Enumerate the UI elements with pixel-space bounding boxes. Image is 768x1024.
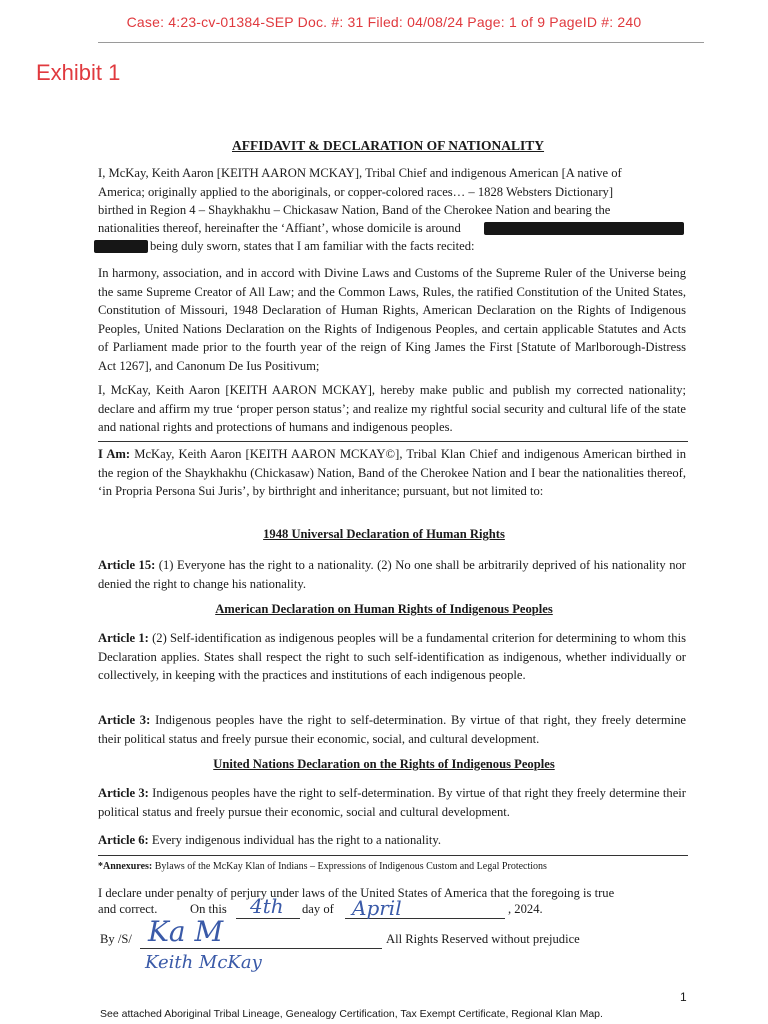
article-text: Indigenous peoples have the right to self-determination. By virtue of that right they freely determine their political status and freely pursue their economic, social and cultural development. bbox=[98, 786, 686, 819]
article-text: (1) Everyone has the right to a nationality. (2) No one shall be arbitrarily deprived of his nationality nor denied the right to change his nationality. bbox=[98, 558, 686, 591]
annexures-text: Bylaws of the McKay Klan of Indians – Expressions of Indigenous Custom and Legal Protections bbox=[152, 861, 547, 872]
intro-line-4: nationalities thereof, hereinafter the ‘Affiant’, whose domicile is around bbox=[98, 221, 461, 235]
and-correct-text: and correct. bbox=[98, 902, 158, 916]
month-handwritten: April bbox=[352, 896, 402, 920]
case-header: Case: 4:23-cv-01384-SEP Doc. #: 31 Filed: 04/08/24 Page: 1 of 9 PageID #: 240 bbox=[126, 14, 642, 30]
exhibit-label: Exhibit 1 bbox=[36, 60, 121, 85]
redaction-bar bbox=[484, 222, 684, 235]
i-am-paragraph bbox=[98, 445, 686, 501]
harmony-paragraph: In harmony, association, and in accord with Divine Laws and Customs of the Supreme Ruler of the Universe being the same Supreme Creator of All Law; and the Common Laws, Rules, the ratified Constitution of the United States, Constitution of Missouri, 1948 Declaration of Human Rights, American Declaration on the Rights of Indigenous Peoples, United Nations Declaration on the Rights of Indigenous Peoples, and certain applicable Statutes and Acts of Parliament made prior to the fourth year of the reign of King James the First [Statute of Marlborough-Distress Act 1267], and Canonum De Ius Positivum; bbox=[98, 266, 686, 373]
adrip-article-3 bbox=[98, 711, 686, 748]
adrip-heading: American Declaration on Human Rights of Indigenous Peoples bbox=[215, 602, 553, 616]
article-label: Article 3: bbox=[98, 786, 149, 800]
article-label: Article 3: bbox=[98, 713, 151, 727]
article-label: Article 1: bbox=[98, 631, 149, 645]
adrip-article-1 bbox=[98, 629, 686, 685]
signature-line bbox=[140, 948, 382, 949]
article-text: Indigenous peoples have the right to self-determination. By virtue of that right, they freely determine their political status and freely pursue their economic, social, and cultural development. bbox=[98, 713, 686, 746]
footer-note: See attached Aboriginal Tribal Lineage, Genealogy Certification, Tax Exempt Certificate, Regional Klan Map. bbox=[100, 1008, 603, 1020]
printed-name-handwritten: Keith McKay bbox=[145, 952, 262, 973]
intro-line-1: I, McKay, Keith Aaron [KEITH AARON MCKAY], Tribal Chief and indigenous American [A native of bbox=[98, 166, 622, 180]
section-rule bbox=[98, 855, 688, 856]
udhr-heading: 1948 Universal Declaration of Human Rights bbox=[263, 527, 505, 541]
year-text: , 2024. bbox=[508, 902, 543, 916]
redaction-bar bbox=[94, 240, 148, 253]
i-am-label: I Am: bbox=[98, 447, 131, 461]
undrip-article-6 bbox=[98, 831, 686, 850]
publish-paragraph: I, McKay, Keith Aaron [KEITH AARON MCKAY], hereby make public and publish my corrected nationality; declare and affirm my true ‘proper person status’; and realize my rightful social security and cultural life of the state and national rights and protections of humans and indigenous peoples. bbox=[98, 383, 686, 434]
udhr-article-15 bbox=[98, 556, 686, 593]
day-handwritten: 4th bbox=[250, 894, 284, 918]
article-label: Article 15: bbox=[98, 558, 156, 572]
article-text: (2) Self-identification as indigenous peoples will be a fundamental criterion for determining to whom this Declaration applies. States shall respect the right to such self-identification as indigenous, whether individually or collectively, in keeping with the practices and institutions of each indigenous people. bbox=[98, 631, 686, 682]
intro-line-5: being duly sworn, states that I am familiar with the facts recited: bbox=[150, 239, 475, 253]
undrip-heading: United Nations Declaration on the Rights of Indigenous Peoples bbox=[213, 757, 555, 771]
declaration-line-1: I declare under penalty of perjury under laws of the United States of America that the foregoing is true bbox=[98, 886, 615, 900]
day-of-text: day of bbox=[302, 902, 334, 916]
annexures-note bbox=[98, 861, 547, 872]
annexures-label: *Annexures: bbox=[98, 861, 153, 872]
header-rule bbox=[98, 42, 704, 43]
by-label: By /S/ bbox=[100, 932, 132, 946]
rights-reserved-text: All Rights Reserved without prejudice bbox=[386, 932, 580, 946]
article-text: Every indigenous individual has the right to a nationality. bbox=[148, 833, 441, 847]
day-line bbox=[236, 918, 300, 919]
undrip-article-3 bbox=[98, 784, 686, 821]
i-am-text: McKay, Keith Aaron [KEITH AARON MCKAY©], Tribal Klan Chief and indigenous American birthed in the region of the Shaykhakhu (Chickasaw) Nation, Band of the Cherokee Nation and I bear the nationalities thereof, ‘in Propria Persona Sui Juris’, by birthright and inheritance; pursuant, but not limited to: bbox=[98, 447, 686, 498]
intro-line-2: America; originally applied to the aboriginals, or copper-colored races… – 1828 Websters Dictionary] bbox=[98, 185, 614, 199]
page-number: 1 bbox=[680, 990, 687, 1004]
intro-line-3: birthed in Region 4 – Shaykhakhu – Chickasaw Nation, Band of the Cherokee Nation and bearing the bbox=[98, 203, 611, 217]
document-title: AFFIDAVIT & DECLARATION OF NATIONALITY bbox=[232, 138, 545, 153]
article-label: Article 6: bbox=[98, 833, 149, 847]
signature-mark: Ka M bbox=[148, 915, 224, 948]
on-this-text: On this bbox=[190, 902, 227, 916]
section-rule bbox=[98, 441, 688, 442]
